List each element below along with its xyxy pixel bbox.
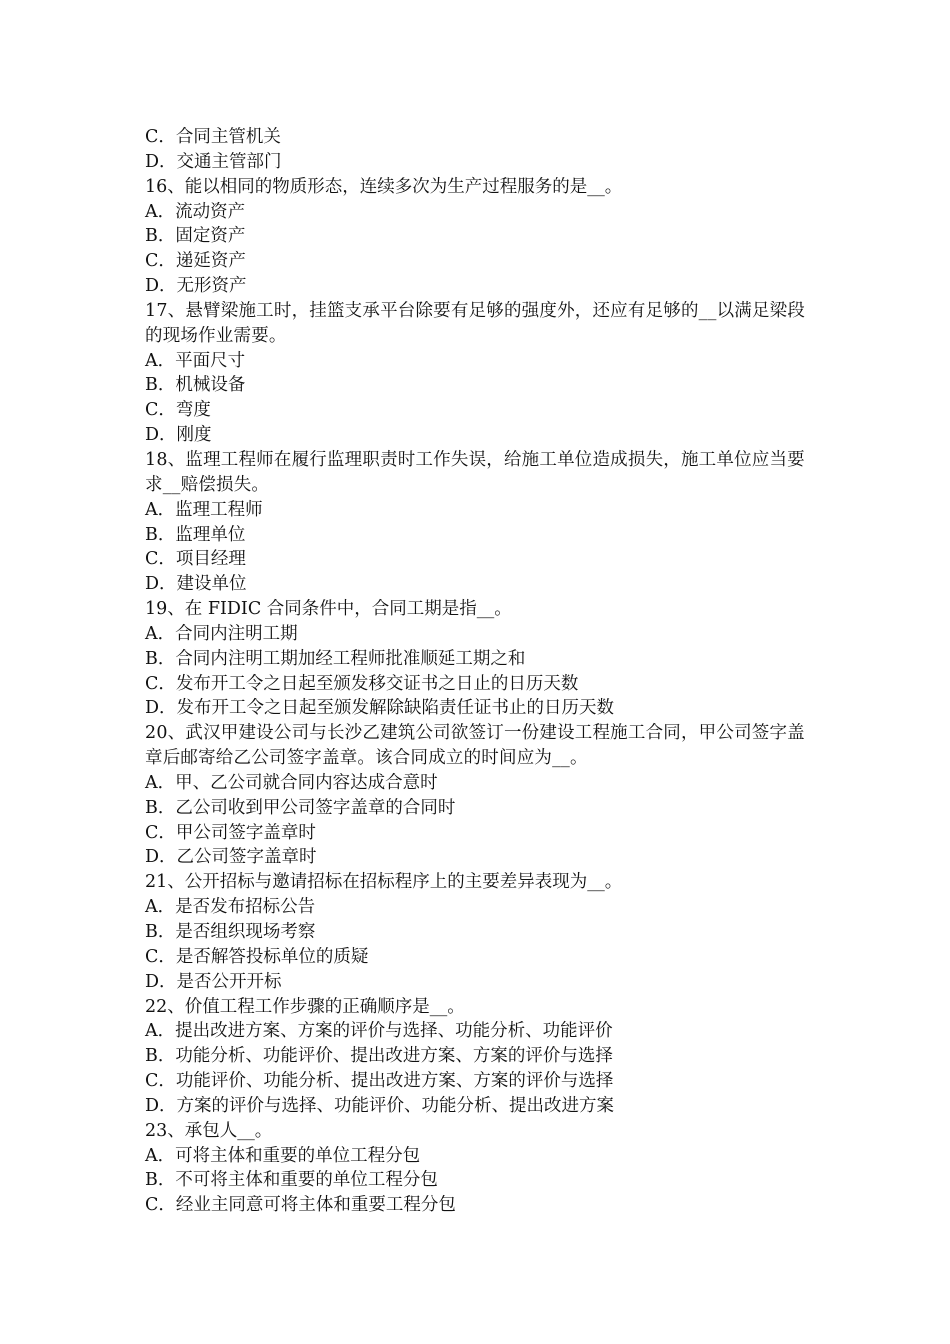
q20-option-c: C．甲公司签字盖章时 (145, 822, 316, 843)
q16-option-d: D．无形资产 (145, 276, 247, 297)
q20-option-d: D．乙公司签字盖章时 (145, 847, 317, 868)
q21-option-d: D．是否公开开标 (145, 971, 282, 992)
option-d-text: D．交通主管部门 (145, 151, 282, 172)
q19-option-d: D．发布开工令之日起至颁发解除缺陷责任证书止的日历天数 (145, 698, 615, 719)
q23-option-a: A．可将主体和重要的单位工程分包 (145, 1145, 421, 1166)
q18-option-d: D．建设单位 (145, 574, 247, 595)
question-22: 22、价值工程工作步骤的正确顺序是__。 (145, 996, 465, 1017)
question-18: 18、监理工程师在履行监理职责时工作失误，给施工单位造成损失，施工单位应当要求__赔偿损失。 (145, 449, 805, 495)
question-16: 16、能以相同的物质形态，连续多次为生产过程服务的是__。 (145, 176, 623, 197)
q19-option-c: C．发布开工令之日起至颁发移交证书之日止的日历天数 (145, 673, 579, 694)
document-body (145, 125, 810, 1218)
q17-option-b: B．机械设备 (145, 375, 246, 396)
q20-option-b: B．乙公司收到甲公司签字盖章的合同时 (145, 797, 456, 818)
q17-option-a: A．平面尺寸 (145, 350, 246, 371)
q21-option-b: B．是否组织现场考察 (145, 922, 316, 942)
q23-option-b: B．不可将主体和重要的单位工程分包 (145, 1170, 438, 1191)
question-17: 17、悬臂梁施工时，挂篮支承平台除要有足够的强度外，还应有足够的__以满足梁段的现场作业需要。 (145, 300, 806, 346)
question-19: 19、在 FIDIC 合同条件中，合同工期是指__。 (145, 599, 512, 620)
q22-option-d: D．方案的评价与选择、功能评价、功能分析、提出改进方案 (145, 1095, 615, 1116)
q16-option-c: C．递延资产 (145, 251, 246, 272)
q17-option-c: C．弯度 (145, 400, 211, 421)
q16-option-a: A．流动资产 (145, 201, 246, 222)
option-c-text: C．合同主管机关 (145, 127, 281, 147)
q16-option-b: B．固定资产 (145, 226, 246, 247)
q18-option-c: C．项目经理 (145, 549, 246, 570)
q17-option-d: D．刚度 (145, 425, 212, 446)
q22-option-b: B．功能分析、功能评价、提出改进方案、方案的评价与选择 (145, 1046, 613, 1067)
q23-option-c: C．经业主同意可将主体和重要工程分包 (145, 1195, 456, 1216)
q18-option-a: A．监理工程师 (145, 499, 263, 520)
question-23: 23、承包人__。 (145, 1120, 273, 1141)
question-20: 20、武汉甲建设公司与长沙乙建筑公司欲签订一份建设工程施工合同，甲公司签字盖章后邮寄给乙公司签字盖章。该合同成立的时间应为__。 (145, 723, 805, 769)
q21-option-c: C．是否解答投标单位的质疑 (145, 946, 369, 967)
q19-option-a: A．合同内注明工期 (145, 623, 298, 644)
q21-option-a: A．是否发布招标公告 (145, 897, 316, 918)
q22-option-a: A．提出改进方案、方案的评价与选择、功能分析、功能评价 (145, 1021, 613, 1042)
question-21: 21、公开招标与邀请招标在招标程序上的主要差异表现为__。 (145, 872, 623, 893)
q19-option-b: B．合同内注明工期加经工程师批准顺延工期之和 (145, 648, 526, 669)
q20-option-a: A．甲、乙公司就合同内容达成合意时 (145, 772, 438, 793)
q22-option-c: C．功能评价、功能分析、提出改进方案、方案的评价与选择 (145, 1071, 614, 1092)
q18-option-b: B．监理单位 (145, 524, 246, 545)
